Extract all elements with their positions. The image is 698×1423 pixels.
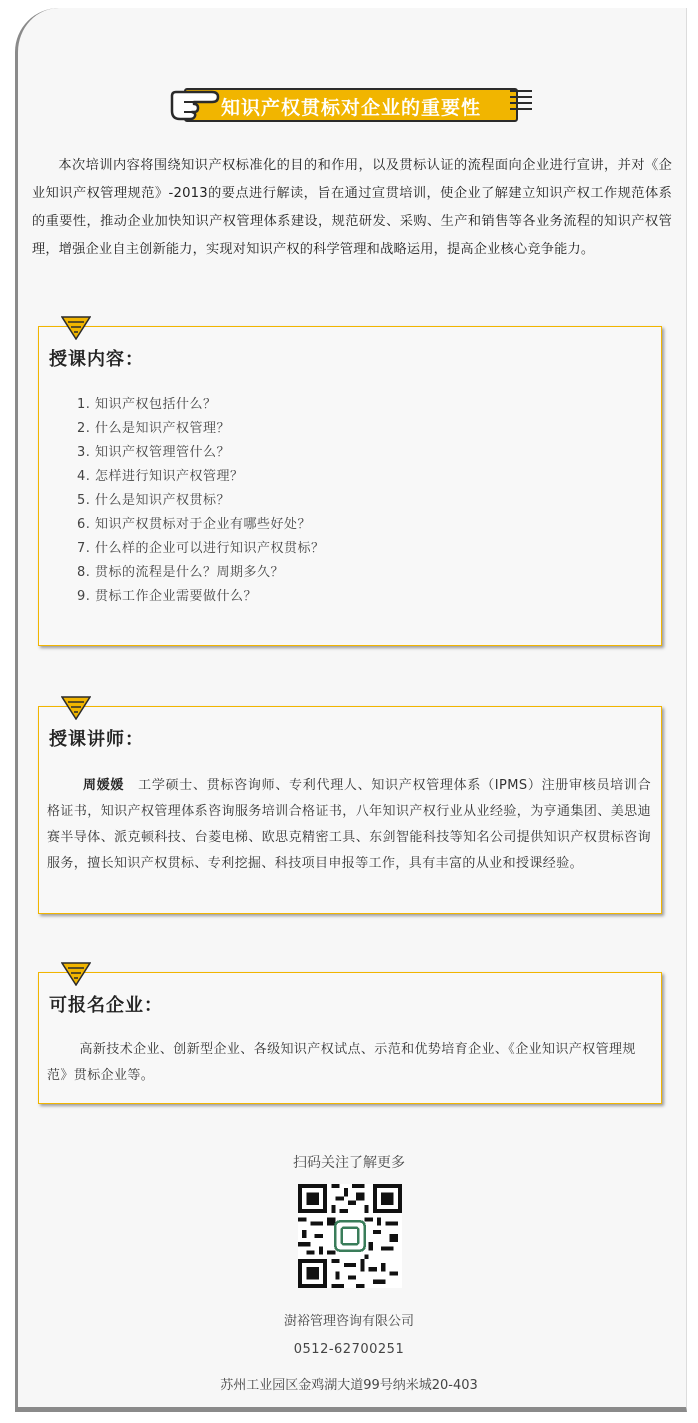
title-banner [168,78,534,130]
list-item: 2. 什么是知识产权管理？ [77,421,231,436]
eligible-text: 高新技术企业、创新型企业、各级知识产权试点、示范和优势培育企业、《企业知识产权管理规范》贯标企业等。 [47,1042,636,1083]
teacher-name: 周媛媛 [83,778,125,793]
teacher-heading: 授课讲师： [49,729,144,750]
triangle-marker-icon [61,316,91,340]
list-item: 9. 贯标工作企业需要做什么？ [77,589,258,604]
list-item: 8. 贯标的流程是什么？周期多久？ [77,565,285,580]
teacher-bio [47,773,651,877]
triangle-marker-icon [61,962,91,986]
banner-title: 知识产权贯标对企业的重要性 [220,97,481,119]
phone-number: 0512-62700251 [293,1342,405,1357]
course-topic-list [77,393,325,609]
list-item: 4. 怎样进行知识产权管理？ [77,469,244,484]
list-item: 6. 知识产权贯标对于企业有哪些好处？ [77,517,312,532]
list-item: 7. 什么样的企业可以进行知识产权贯标？ [77,541,325,556]
triangle-marker-icon [61,696,91,720]
teacher-section [38,706,662,914]
pointing-hand-icon [168,84,220,124]
company-name: 澍裕管理咨询有限公司 [283,1314,414,1329]
address: 苏州工业园区金鸡湖大道99号纳米城20-403 [220,1378,478,1393]
eligible-section [38,972,662,1104]
list-item: 5. 什么是知识产权贯标？ [77,493,231,508]
qr-code-icon[interactable] [298,1184,402,1288]
teacher-bio-text: 工学硕士、贯标咨询师、专利代理人、知识产权管理体系（IPMS）注册审核员培训合格证书，知识产权管理体系咨询服务培训合格证书，八年知识产权行业从业经验，为亨通集团、美思迪赛半导体、派克顿科技、台菱电梯、欧思克精密工具、东剑智能科技等知名公司提供知识产权贯标咨询服务，擅长知识产权贯标、专利挖掘、科技项目申报等工作，具有丰富的从业和授课经验。 [47,778,651,871]
list-item: 3. 知识产权管理管什么？ [77,445,231,460]
course-section [38,326,662,646]
banner-stripes [510,90,532,118]
scan-prompt: 扫码关注了解更多 [293,1155,405,1171]
list-item: 1. 知识产权包括什么？ [77,397,217,412]
course-heading: 授课内容： [49,349,144,370]
eligible-heading: 可报名企业： [49,995,163,1016]
intro-paragraph: 本次培训内容将围绕知识产权标准化的目的和作用，以及贯标认证的流程面向企业进行宣讲，并对《企业知识产权管理规范》-2013的要点进行解读，旨在通过宣贯培训，使企业了解建立知识产权工作规范体系的重要性，推动企业加快知识产权管理体系建设，规范研发、采购、生产和销售等各业务流程的知识产权管理，增强企业自主创新能力，实现对知识产权的科学管理和战略运用，提高企业核心竞争能力。 [32,158,672,257]
